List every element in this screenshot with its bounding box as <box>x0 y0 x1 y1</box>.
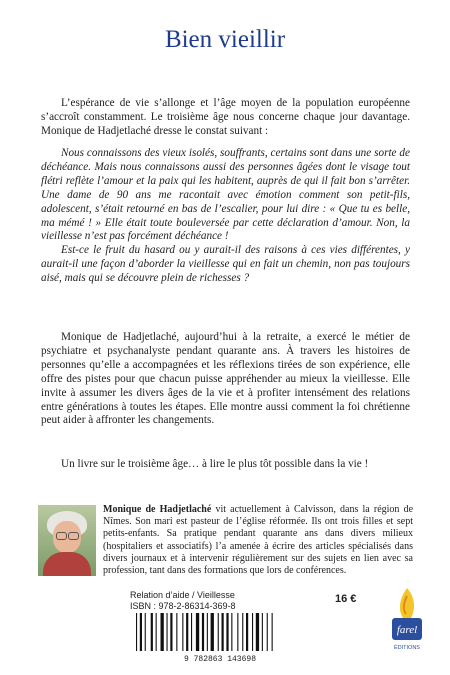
quote-paragraph-2: Est-ce le fruit du hasard ou y aurait-il des raisons à ces vies différentes, y aurait-il une façon d’aborder la vieillesse qui en fait un chemin, non pas toujours aisé, mais qui se découvre plein de richesses ? <box>41 244 410 285</box>
publisher-logo <box>388 586 426 656</box>
tagline: Un livre sur le troisième âge… à lire le plus tôt possible dans la vie ! <box>61 458 369 470</box>
about-paragraph: Monique de Hadjetlaché, aujourd’hui à la retraite, a exercé le métier de psychiatre et psychanalyste pendant quarante ans. À travers les histoires de personnes qu’elle a accompagnées et les réflexions tirées de son expérience, elle offre des pistes pour que chacun puisse appréhender au mieux la vieillesse. Elle invite à assumer les divers âges de la vie et à profiter intensément des relations entre générations à toutes les étapes. Elle montre aussi comment la foi chrétienne peut aider à affronter les changements. <box>41 331 410 427</box>
barcode <box>130 613 310 663</box>
barcode-digits: 9 782863 143698 <box>183 655 257 663</box>
author-bio <box>103 504 413 577</box>
publisher-name: farel <box>396 624 418 636</box>
quote-paragraph-1: Nous connaissons des vieux isolés, souffrants, certains sont dans une sorte de déchéance. Mais nous connaissons aussi des personnes âgées dont le visage tout flétri reflète l’amour et la paix qui les habitent, auprès de qui il fait bon s’arrêter. Une dame de 90 ans me racontait avec émotion comment son petit-fils, adolescent, s’était retourné en bas de l’escalier, pour lui dire : « Que tu es belle, ma mémé ! » Elle était toute bouleversée par cette déclaration d’amour. Non, la vieillesse n’est pas forcément déchéance ! <box>41 147 410 243</box>
intro-paragraph: L’espérance de vie s’allonge et l’âge moyen de la population européenne s’accroît constamment. Le troisième âge nous concerne chaque jour davantage. Monique de Hadjetlaché dresse le constat suivant : <box>41 97 410 137</box>
category-label: Relation d’aide / Vieillesse <box>130 590 235 600</box>
book-title: Bien vieillir <box>164 26 286 53</box>
author-name: Monique de Hadjetlaché <box>103 504 212 515</box>
author-photo <box>38 505 96 576</box>
author-bio-text: vit actuellement à Calvisson, dans la région de Nîmes. Son mari est pasteur de l’église réformée. Ils ont trois filles et sept petits-enfants. Sa pratique pendant quarante ans dans divers milieux (hospitaliers et associatifs) l’a amenée à écrire des articles spécialisés dans divers journaux et à intervenir régulièrement sur des sujets en lien avec sa profession, tant dans des formations que lors de conférences. <box>103 504 414 577</box>
publisher-subtitle: ÉDITIONS <box>394 645 420 651</box>
quote-block <box>41 147 410 286</box>
isbn-label: ISBN : 978-2-86314-369-8 <box>130 601 236 611</box>
barcode-bars <box>136 613 273 651</box>
price-label: 16 € <box>335 593 357 605</box>
